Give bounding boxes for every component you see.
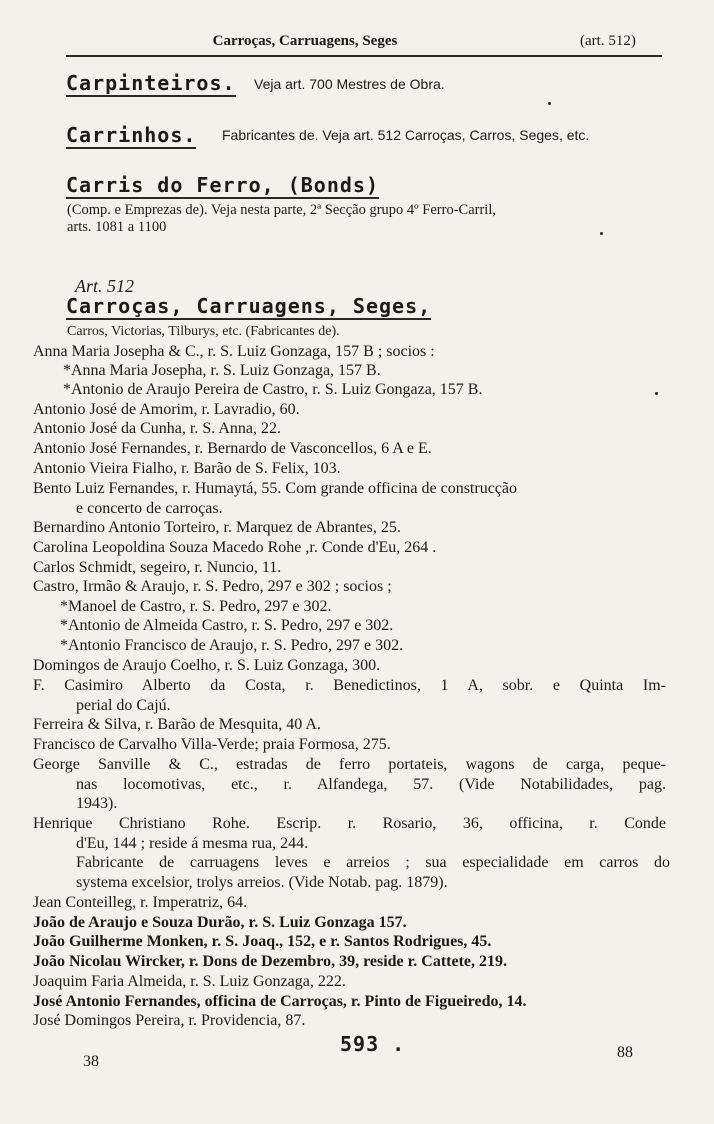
list-item: *Manoel de Castro, r. S. Pedro, 297 e 302. (60, 598, 332, 615)
list-item: nas locomotivas, etc., r. Alfandega, 57. (Vide Notabilidades, pag. (76, 776, 666, 793)
running-ref: (art. 512) (580, 33, 636, 49)
header-rule (66, 55, 662, 57)
signature-mark: 593 . (340, 1032, 406, 1056)
list-item: Anna Maria Josepha & C., r. S. Luiz Gonzaga, 157 B ; socios : (33, 343, 435, 360)
entry-ref-carrinhos: Fabricantes de. Veja art. 512 Carroças, Carros, Seges, etc. (222, 127, 590, 143)
list-item: Joaquim Faria Almeida, r. S. Luiz Gonzaga, 222. (33, 973, 346, 990)
list-item: Henrique Christiano Rohe. Escrip. r. Rosario, 36, officina, r. Conde (33, 815, 666, 832)
article-title: Carroças, Carruagens, Seges, (66, 294, 432, 318)
list-item: F. Casimiro Alberto da Costa, r. Benedictinos, 1 A, sobr. e Quinta Im- (33, 677, 666, 694)
list-item: Antonio Vieira Fialho, r. Barão de S. Felix, 103. (33, 460, 341, 477)
entry-title-carris: Carris do Ferro, (Bonds) (66, 173, 379, 197)
ink-speck (655, 392, 658, 395)
ink-speck (548, 102, 551, 105)
list-item: Antonio José da Cunha, r. S. Anna, 22. (33, 420, 281, 437)
entry-title-carpinteiros: Carpinteiros. (66, 71, 236, 95)
list-item: Antonio José de Amorim, r. Lavradio, 60. (33, 401, 300, 418)
list-item: e concerto de carroças. (76, 500, 223, 517)
list-item: João Nicolau Wircker, r. Dons de Dezembro, 39, reside r. Cattete, 219. (33, 953, 508, 970)
entry-title-carrinhos: Carrinhos. (66, 123, 197, 147)
list-item: Carolina Leopoldina Souza Macedo Rohe ,r. Conde d'Eu, 264 . (33, 539, 437, 556)
list-item: Antonio José Fernandes, r. Bernardo de Vasconcellos, 6 A e E. (33, 440, 432, 457)
list-item: Bento Luiz Fernandes, r. Humaytá, 55. Com grande officina de construcção (33, 480, 518, 497)
list-item: perial do Cajú. (76, 697, 171, 714)
list-item: José Antonio Fernandes, officina de Carroças, r. Pinto de Figueiredo, 14. (33, 993, 527, 1010)
page-number-right: 88 (617, 1044, 633, 1061)
list-item: d'Eu, 144 ; reside á mesma rua, 244. (76, 835, 309, 852)
entry-ref-carris-line1: (Comp. e Emprezas de). Veja nesta parte, 2ª Secção grupo 4º Ferro-Carril, (67, 202, 496, 218)
entry-ref-carris-line2: arts. 1081 a 1100 (67, 219, 167, 235)
list-item: *Antonio de Almeida Castro, r. S. Pedro, 297 e 302. (60, 617, 394, 634)
list-item: Bernardino Antonio Torteiro, r. Marquez de Abrantes, 25. (33, 519, 401, 536)
article-number: Art. 512 (75, 276, 135, 296)
list-item: João de Araujo e Souza Durão, r. S. Luiz Gonzaga 157. (33, 914, 407, 931)
list-item: George Sanville & C., estradas de ferro portateis, wagons de carga, peque- (33, 756, 666, 773)
list-item: Fabricante de carruagens leves e arreios ; sua especialidade em carros do (76, 854, 670, 871)
list-item: systema excelsior, trolys arreios. (Vide Notab. pag. 1879). (76, 874, 448, 891)
list-item: Carlos Schmidt, segeiro, r. Nuncio, 11. (33, 559, 282, 576)
list-item: *Antonio de Araujo Pereira de Castro, r. S. Luiz Gongaza, 157 B. (63, 381, 483, 398)
article-subtitle: Carros, Victorias, Tilburys, etc. (Fabricantes de). (67, 324, 340, 339)
ink-speck (600, 232, 603, 235)
list-item: 1943). (76, 795, 118, 812)
list-item: Francisco de Carvalho Villa-Verde; praia Formosa, 275. (33, 736, 391, 753)
list-item: Domingos de Araujo Coelho, r. S. Luiz Gonzaga, 300. (33, 657, 381, 674)
entry-ref-carpinteiros: Veja art. 700 Mestres de Obra. (254, 76, 445, 92)
list-item: *Anna Maria Josepha, r. S. Luiz Gonzaga, 157 B. (63, 362, 381, 379)
list-item: Castro, Irmão & Araujo, r. S. Pedro, 297 e 302 ; socios ; (33, 578, 392, 595)
page-number-left: 38 (83, 1053, 99, 1070)
list-item: Ferreira & Silva, r. Barão de Mesquita, 40 A. (33, 716, 321, 733)
list-item: *Antonio Francisco de Araujo, r. S. Pedro, 297 e 302. (60, 637, 404, 654)
list-item: José Domingos Pereira, r. Providencia, 87. (33, 1012, 306, 1029)
list-item: Jean Conteilleg, r. Imperatriz, 64. (33, 894, 248, 911)
list-item: João Guilherme Monken, r. S. Joaq., 152, e r. Santos Rodrigues, 45. (33, 933, 492, 950)
running-title: Carroças, Carruagens, Seges (212, 33, 398, 49)
